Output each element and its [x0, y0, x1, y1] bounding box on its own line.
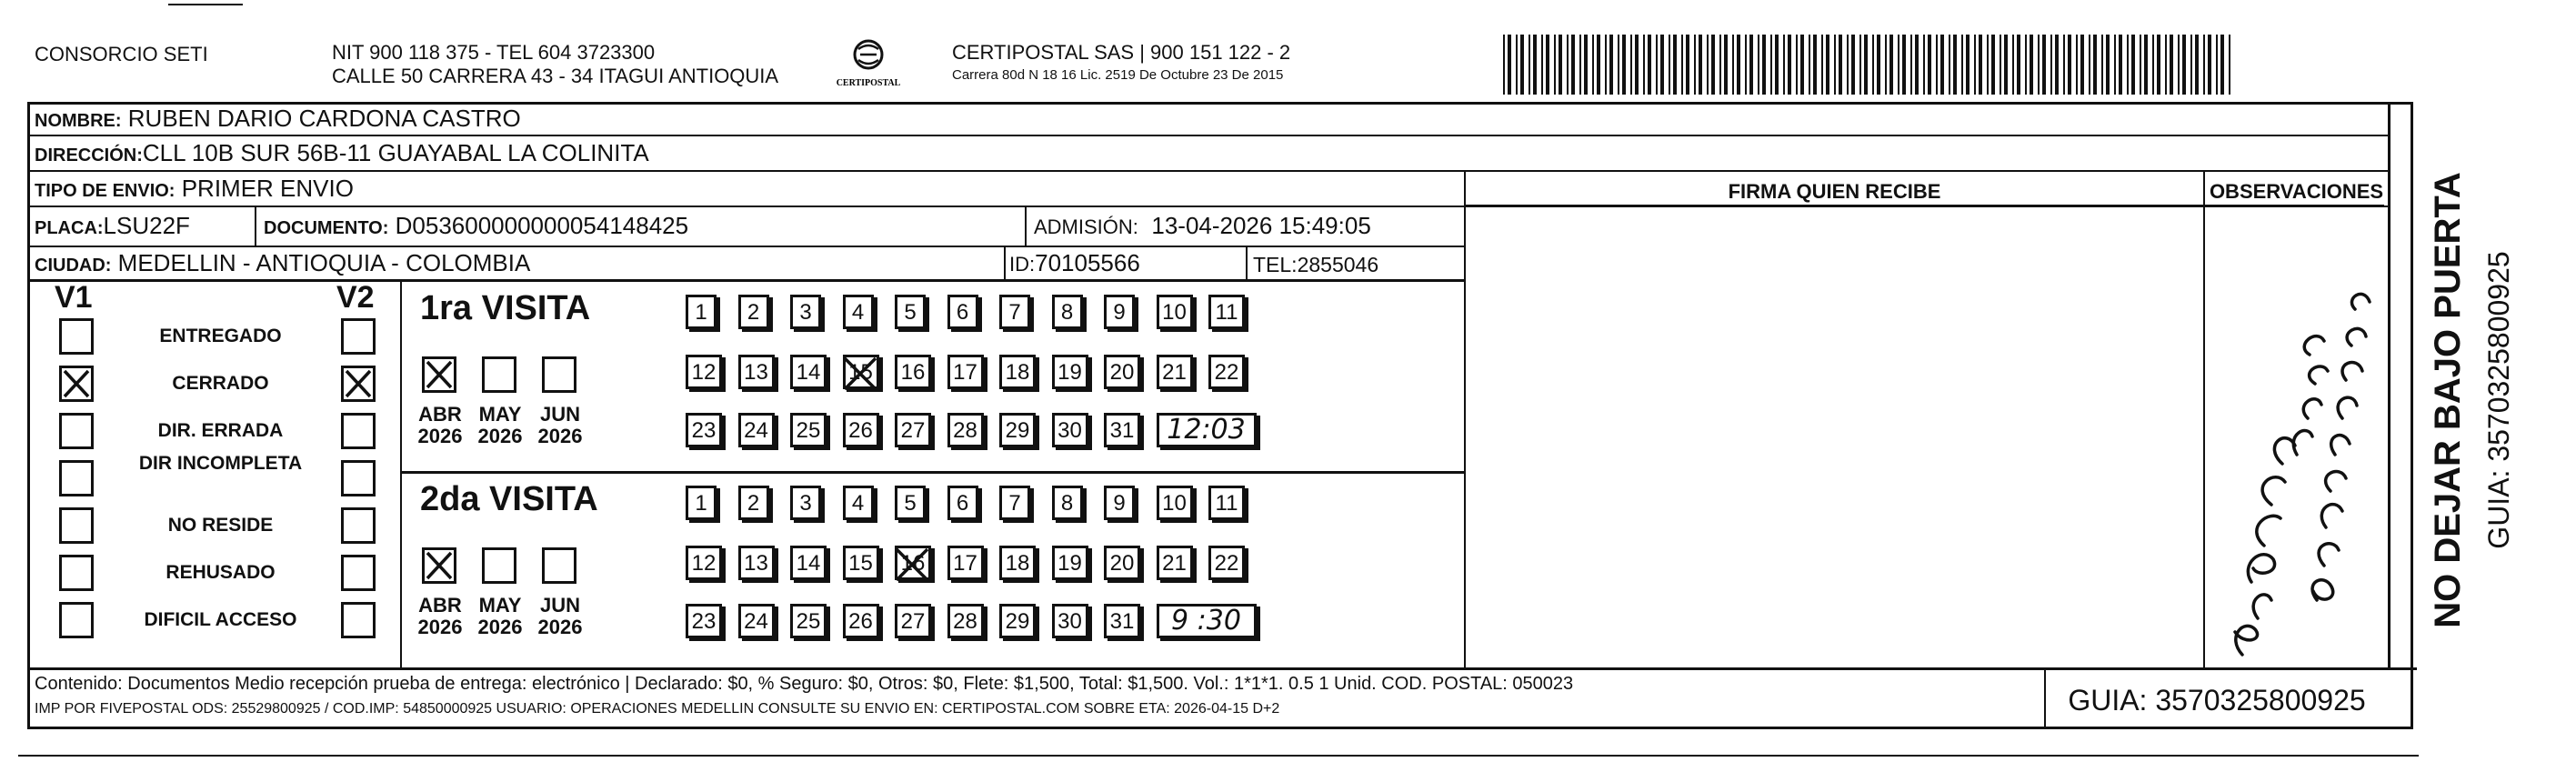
day-box[interactable]: 29 [999, 413, 1036, 447]
day-box[interactable]: 2 [738, 295, 769, 329]
day-box[interactable]: 21 [1157, 355, 1193, 389]
status-reason-label: DIR INCOMPLETA [138, 453, 303, 474]
v2-checkbox[interactable] [341, 507, 376, 544]
divider [1464, 171, 1466, 669]
day-box[interactable]: 8 [1052, 295, 1083, 329]
day-box[interactable]: 19 [1052, 546, 1088, 580]
admision-value: 13-04-2026 15:49:05 [1151, 212, 1371, 239]
month-label: JUN [539, 594, 580, 617]
signature-area[interactable] [1468, 209, 2202, 667]
day-box[interactable]: 10 [1157, 295, 1193, 329]
divider [1025, 207, 1027, 247]
day-box[interactable]: 27 [895, 413, 931, 447]
guia-vertical-text: GUIA: 3570325800925 [2482, 251, 2515, 549]
divider [27, 279, 1464, 282]
day-box[interactable]: 22 [1208, 355, 1245, 389]
ciudad-value: MEDELLIN - ANTIOQUIA - COLOMBIA [117, 249, 531, 276]
month-label: MAY [478, 594, 522, 617]
day-box[interactable]: 22 [1208, 546, 1245, 580]
day-box[interactable]: 3 [790, 295, 821, 329]
year-label: 2026 [477, 616, 523, 638]
month-label: ABR [418, 403, 462, 426]
month-caption [473, 595, 527, 638]
v1-label: V1 [55, 280, 93, 315]
status-reason-label: ENTREGADO [159, 326, 282, 346]
day-number: 15 [848, 360, 873, 385]
direccion-row: DIRECCIÓN:CLL 10B SUR 56B-11 GUAYABAL LA COLINITA [35, 139, 649, 166]
day-box[interactable]: 1 [686, 295, 717, 329]
status-reason-label: CERRADO [172, 373, 269, 394]
admision-row: ADMISIÓN: 13-04-2026 15:49:05 [1034, 212, 1371, 239]
v2-checkbox[interactable] [341, 366, 376, 402]
observaciones-header: OBSERVACIONES [2209, 180, 2384, 203]
day-box[interactable]: 17 [947, 355, 984, 389]
tel-row: TEL:2855046 [1253, 253, 1379, 276]
tel-value: 2855046 [1297, 253, 1379, 276]
v2-checkbox[interactable] [341, 555, 376, 591]
license-line: Carrera 80d N 18 16 Lic. 2519 De Octubre 23 De 2015 [952, 67, 1284, 83]
day-box[interactable]: 28 [947, 604, 984, 638]
divider [27, 246, 1464, 247]
month-checkbox[interactable] [542, 356, 576, 393]
day-box[interactable]: 13 [738, 546, 775, 580]
placa-value: LSU22F [103, 212, 190, 239]
year-label: 2026 [537, 616, 583, 638]
month-label: ABR [418, 594, 462, 617]
day-box[interactable]: 9 [1104, 486, 1135, 520]
v1-checkbox[interactable] [59, 366, 94, 402]
day-box[interactable]: 11 [1208, 486, 1245, 520]
day-box[interactable]: 30 [1052, 604, 1088, 638]
divider [27, 667, 2417, 670]
day-box[interactable]: 1 [686, 486, 717, 520]
v2-checkbox[interactable] [341, 460, 376, 496]
company-name: CONSORCIO SETI [35, 43, 208, 65]
month-caption [533, 595, 587, 638]
day-box[interactable]: 24 [738, 413, 775, 447]
month-checkbox[interactable] [482, 547, 516, 584]
month-checkbox[interactable] [422, 356, 456, 393]
day-box[interactable]: 31 [1104, 413, 1140, 447]
day-box[interactable]: 5 [895, 295, 926, 329]
day-box[interactable]: 19 [1052, 355, 1088, 389]
year-label: 2026 [417, 425, 463, 447]
day-box[interactable]: 21 [1157, 546, 1193, 580]
day-number: 16 [900, 551, 926, 576]
footer-guia: GUIA: 3570325800925 [2068, 684, 2366, 717]
month-checkbox[interactable] [542, 547, 576, 584]
year-label: 2026 [477, 425, 523, 447]
month-caption [533, 404, 587, 447]
divider [400, 471, 1464, 474]
tipo-row: TIPO DE ENVIO: PRIMER ENVIO [35, 175, 354, 202]
status-reason-label: DIFICIL ACCESO [144, 609, 297, 630]
month-checkbox[interactable] [482, 356, 516, 393]
tipo-value: PRIMER ENVIO [181, 175, 354, 202]
divider [2388, 102, 2391, 669]
day-box[interactable] [895, 546, 931, 580]
top-mark [168, 4, 243, 5]
divider [27, 135, 2390, 136]
contenido-text: Contenido: Documentos Medio recepción prueba de entrega: electrónico | Declarado: $0, % Seguro: $0, Otros: $0, Flete: $1,500, Total: $1,500. Vol.: 1*1*1. 0.5 1 Unid. COD. POSTAL: 050023 [35, 674, 1574, 694]
id-row: ID:70105566 [1009, 249, 1140, 276]
day-box[interactable]: 20 [1104, 546, 1140, 580]
v1-checkbox[interactable] [59, 602, 94, 638]
imp-text: IMP POR FIVEPOSTAL ODS: 25529800925 / COD.IMP: 54850000925 USUARIO: OPERACIONES MEDELLIN CONSULTE SU ENVIO EN: CERTIPOSTAL.COM SOBRE ETA: 2026-04-15 D+2 [35, 701, 1280, 717]
v2-checkbox[interactable] [341, 318, 376, 355]
day-box[interactable]: 2 [738, 486, 769, 520]
day-box[interactable]: 12 [686, 546, 722, 580]
year-label: 2026 [417, 616, 463, 638]
day-box[interactable]: 25 [790, 413, 827, 447]
month-caption [473, 404, 527, 447]
v1-checkbox[interactable] [59, 507, 94, 544]
divider [400, 280, 402, 669]
day-box[interactable]: 31 [1104, 604, 1140, 638]
day-box[interactable]: 18 [999, 355, 1036, 389]
divider [1246, 246, 1248, 282]
day-box[interactable]: 16 [895, 355, 931, 389]
status-reason-label: NO RESIDE [167, 515, 274, 536]
month-caption [413, 595, 467, 638]
day-box[interactable]: 10 [1157, 486, 1193, 520]
status-reason-label: REHUSADO [165, 562, 276, 583]
nombre-value: RUBEN DARIO CARDONA CASTRO [127, 105, 521, 132]
day-box[interactable]: 6 [947, 486, 978, 520]
day-box[interactable]: 18 [999, 546, 1036, 580]
day-box[interactable]: 28 [947, 413, 984, 447]
certipostal-line: CERTIPOSTAL SAS | 900 151 122 - 2 [952, 41, 1291, 64]
month-caption [413, 404, 467, 447]
nit-line: NIT 900 118 375 - TEL 604 3723300 [332, 41, 656, 64]
day-box[interactable]: 15 [843, 546, 879, 580]
day-box[interactable]: 29 [999, 604, 1036, 638]
v1-checkbox[interactable] [59, 413, 94, 449]
id-value: 70105566 [1035, 249, 1140, 276]
v1-checkbox[interactable] [59, 555, 94, 591]
day-box[interactable]: 5 [895, 486, 926, 520]
day-box[interactable]: 3 [790, 486, 821, 520]
direccion-value: CLL 10B SUR 56B-11 GUAYABAL LA COLINITA [142, 139, 649, 166]
year-label: 2026 [537, 425, 583, 447]
day-box[interactable]: 14 [790, 355, 827, 389]
placa-row: PLACA:LSU22F [35, 212, 190, 239]
svg-text:CERTIPOSTAL: CERTIPOSTAL [836, 78, 901, 88]
month-label: MAY [478, 403, 522, 426]
day-box[interactable]: 26 [843, 604, 879, 638]
v2-checkbox[interactable] [341, 413, 376, 449]
day-box[interactable]: 6 [947, 295, 978, 329]
v2-checkbox[interactable] [341, 602, 376, 638]
v1-checkbox[interactable] [59, 460, 94, 496]
nombre-row: NOMBRE: RUBEN DARIO CARDONA CASTRO [35, 105, 521, 132]
day-box[interactable] [843, 355, 879, 389]
day-box[interactable]: 25 [790, 604, 827, 638]
documento-row: DOCUMENTO: D053600000000054148425 [264, 212, 689, 239]
day-box[interactable]: 23 [686, 413, 722, 447]
day-box[interactable]: 27 [895, 604, 931, 638]
day-box[interactable]: 12 [686, 355, 722, 389]
day-box[interactable]: 23 [686, 604, 722, 638]
v1-checkbox[interactable] [59, 318, 94, 355]
day-box[interactable]: 26 [843, 413, 879, 447]
handwritten-observation [2208, 273, 2385, 664]
barcode [1503, 35, 2235, 95]
documento-value: D053600000000054148425 [395, 212, 689, 239]
month-label: JUN [539, 403, 580, 426]
v2-label: V2 [336, 280, 375, 315]
side-labels [2419, 155, 2564, 646]
no-dejar-text: NO DEJAR BAJO PUERTA [2428, 172, 2468, 628]
visit-time[interactable]: 9 :30 [1157, 604, 1257, 638]
day-box[interactable]: 8 [1052, 486, 1083, 520]
divider [255, 207, 256, 247]
day-box[interactable]: 4 [843, 486, 874, 520]
divider [2203, 171, 2205, 669]
visit-title: 1ra VISITA [420, 289, 591, 327]
visit-time[interactable]: 12:03 [1157, 413, 1257, 447]
bottom-line [18, 755, 2419, 757]
day-box[interactable]: 11 [1208, 295, 1245, 329]
divider [1004, 246, 1006, 282]
ciudad-row: CIUDAD: MEDELLIN - ANTIOQUIA - COLOMBIA [35, 249, 531, 276]
day-box[interactable]: 20 [1104, 355, 1140, 389]
divider [1466, 205, 2384, 207]
month-checkbox[interactable] [422, 547, 456, 584]
day-box[interactable]: 17 [947, 546, 984, 580]
visit-title: 2da VISITA [420, 480, 598, 518]
status-reason-label: DIR. ERRADA [157, 420, 284, 441]
divider [27, 170, 2390, 172]
day-box[interactable]: 7 [999, 295, 1030, 329]
day-box[interactable]: 7 [999, 486, 1030, 520]
day-box[interactable]: 4 [843, 295, 874, 329]
day-box[interactable]: 9 [1104, 295, 1135, 329]
certipostal-logo [835, 36, 902, 91]
address-line: CALLE 50 CARRERA 43 - 34 ITAGUI ANTIOQUIA [332, 65, 779, 87]
day-box[interactable]: 30 [1052, 413, 1088, 447]
day-box[interactable]: 24 [738, 604, 775, 638]
firma-header: FIRMA QUIEN RECIBE [1728, 180, 1941, 203]
day-box[interactable]: 13 [738, 355, 775, 389]
day-box[interactable]: 14 [790, 546, 827, 580]
